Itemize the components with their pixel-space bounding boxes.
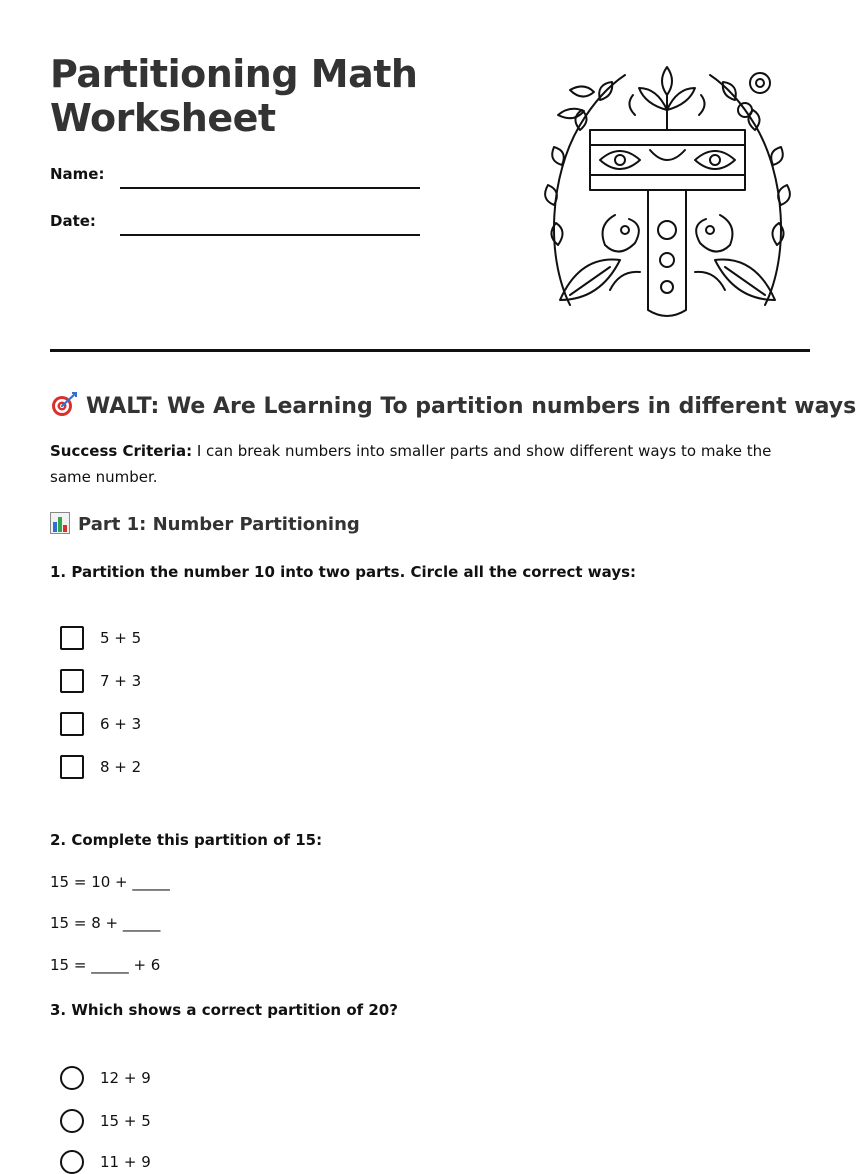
title-line-2: Worksheet xyxy=(50,96,276,140)
bar-chart-icon xyxy=(50,512,70,534)
q1-option[interactable] xyxy=(60,712,141,736)
option-label: 5 + 5 xyxy=(100,629,142,647)
radio-button[interactable] xyxy=(60,1150,84,1174)
q2-fill-line[interactable]: 15 = 10 + _____ xyxy=(50,873,170,891)
header-divider xyxy=(50,349,810,352)
q3-option[interactable] xyxy=(60,1109,151,1133)
checkbox[interactable] xyxy=(60,712,84,736)
page-title xyxy=(50,52,417,140)
option-label: 12 + 9 xyxy=(100,1069,151,1087)
q3-option[interactable] xyxy=(60,1066,151,1090)
success-criteria-text: I can break numbers into smaller parts and show different ways to make the same number. xyxy=(50,442,772,486)
radio-button[interactable] xyxy=(60,1109,84,1133)
option-label: 7 + 3 xyxy=(100,672,142,690)
q1-option[interactable] xyxy=(60,755,141,779)
question-1-prompt: 1. Partition the number 10 into two parts. Circle all the correct ways: xyxy=(50,563,637,581)
success-criteria xyxy=(50,438,790,490)
worksheet-header xyxy=(50,0,810,352)
walt-text: WALT: We Are Learning To partition numbers in different ways xyxy=(86,394,857,419)
ornamental-letter-t-icon xyxy=(540,55,795,323)
date-label: Date: xyxy=(50,212,96,230)
checkbox[interactable] xyxy=(60,669,84,693)
option-label: 15 + 5 xyxy=(100,1112,151,1130)
q2-fill-line[interactable]: 15 = _____ + 6 xyxy=(50,956,161,974)
q3-option[interactable] xyxy=(60,1150,151,1174)
checkbox[interactable] xyxy=(60,626,84,650)
title-line-1: Partitioning Math xyxy=(50,52,418,96)
option-label: 8 + 2 xyxy=(100,758,142,776)
worksheet-page xyxy=(50,0,857,1171)
q1-option[interactable] xyxy=(60,669,141,693)
walt-heading xyxy=(50,390,856,419)
date-field xyxy=(50,212,96,230)
part-1-heading xyxy=(50,512,360,535)
question-3-prompt: 3. Which shows a correct partition of 20? xyxy=(50,1001,398,1019)
question-2-prompt: 2. Complete this partition of 15: xyxy=(50,831,323,849)
date-line[interactable] xyxy=(120,234,420,236)
option-label: 11 + 9 xyxy=(100,1153,151,1171)
target-icon xyxy=(50,390,78,418)
name-field xyxy=(50,165,104,183)
checkbox[interactable] xyxy=(60,755,84,779)
radio-button[interactable] xyxy=(60,1066,84,1090)
q2-fill-line[interactable]: 15 = 8 + _____ xyxy=(50,914,161,932)
name-line[interactable] xyxy=(120,187,420,189)
name-label: Name: xyxy=(50,165,105,183)
success-criteria-label: Success Criteria: xyxy=(50,442,193,460)
part-1-title: Part 1: Number Partitioning xyxy=(78,514,360,535)
q1-option[interactable] xyxy=(60,626,141,650)
option-label: 6 + 3 xyxy=(100,715,142,733)
